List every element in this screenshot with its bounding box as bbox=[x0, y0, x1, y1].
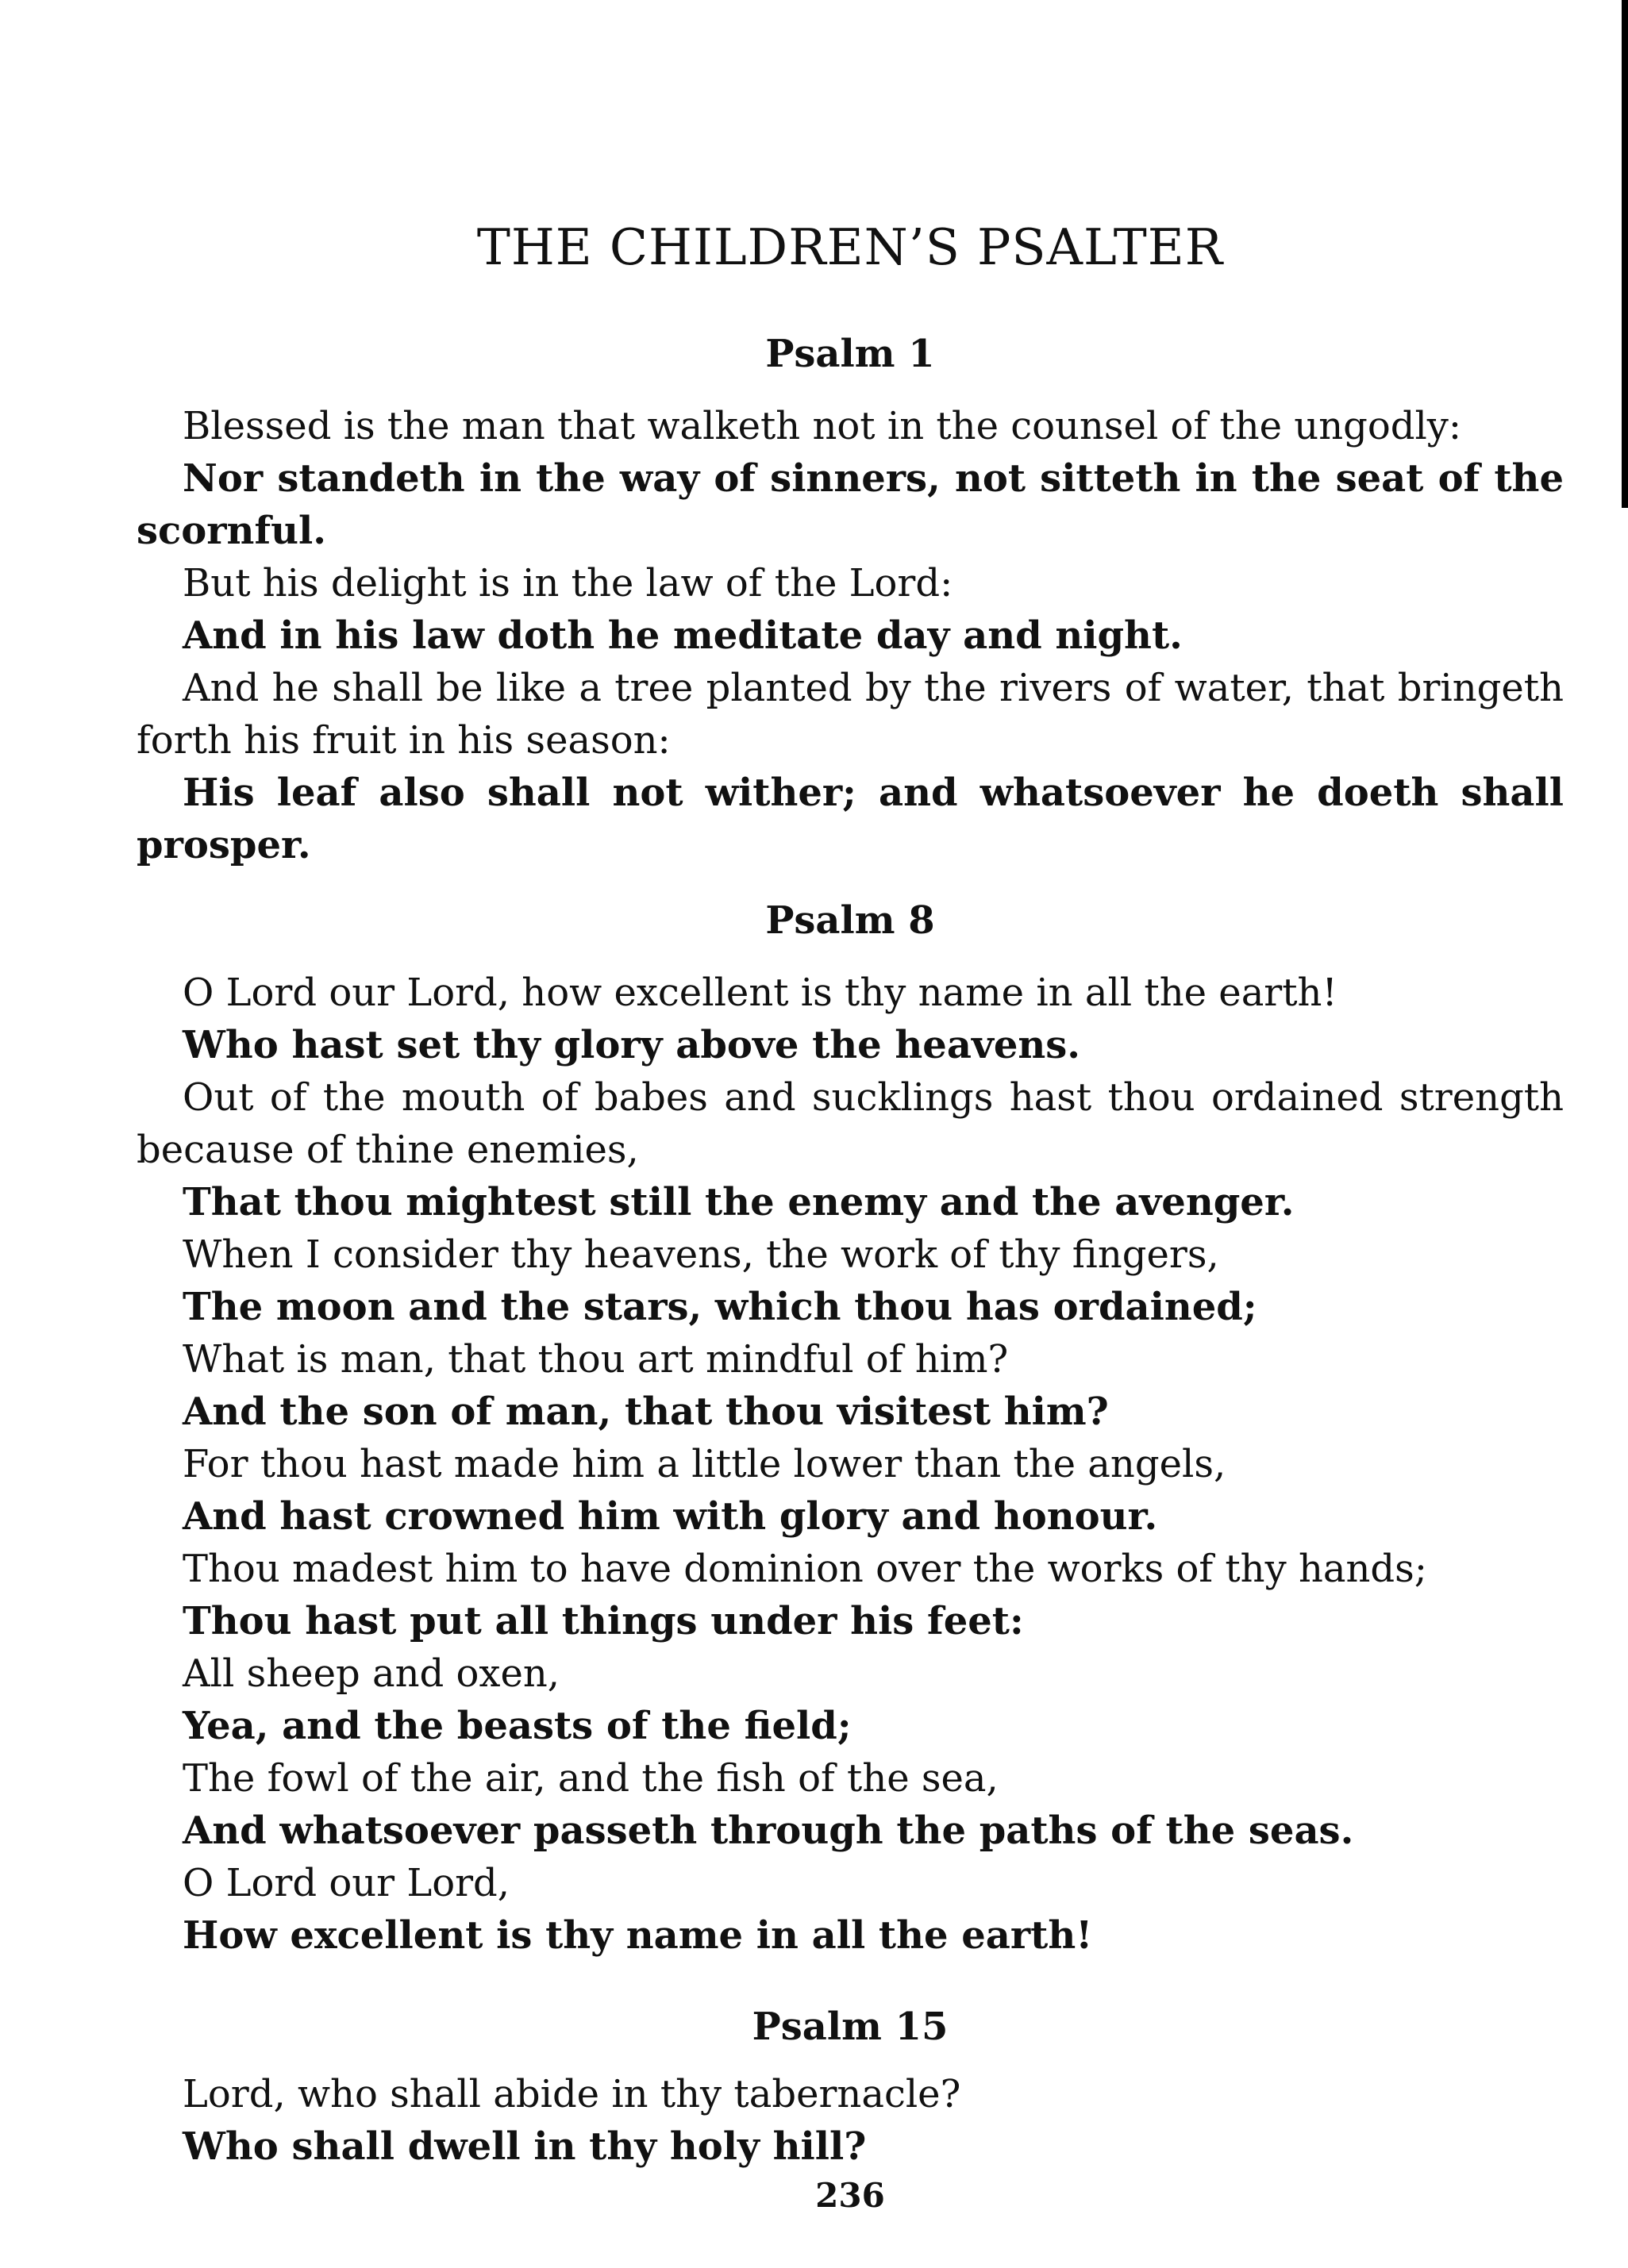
verse-line: Thou madest him to have dominion over the works of thy hands; bbox=[183, 1547, 1427, 1591]
psalm-verses bbox=[137, 967, 1564, 1962]
page-number: 236 bbox=[815, 2176, 885, 2215]
verse-line: Yea, and the beasts of the field; bbox=[183, 1704, 852, 1748]
verse-line: Nor standeth in the way of sinners, not sitteth in the seat of the scornful. bbox=[137, 456, 1564, 553]
psalm-verses bbox=[137, 2068, 1564, 2173]
verse-line: And hast crowned him with glory and honour. bbox=[183, 1494, 1158, 1539]
verse-line: Who hast set thy glory above the heavens. bbox=[183, 1023, 1080, 1067]
verse-line: When I consider thy heavens, the work of thy fingers, bbox=[183, 1232, 1219, 1277]
book-page bbox=[137, 0, 1564, 2268]
verse-line: For thou hast made him a little lower than the angels, bbox=[183, 1442, 1226, 1486]
verse-line: The moon and the stars, which thou has ordained; bbox=[183, 1285, 1257, 1329]
verse-line: Out of the mouth of babes and sucklings hast thou ordained strength because of thine enemies, bbox=[137, 1075, 1564, 1172]
verse-line: Thou hast put all things under his feet: bbox=[183, 1599, 1024, 1643]
verse-line: And he shall be like a tree planted by the rivers of water, that bringeth forth his fruit in his season: bbox=[137, 666, 1564, 763]
verse-line: O Lord our Lord, how excellent is thy name in all the earth! bbox=[183, 971, 1337, 1015]
verse-line: How excellent is thy name in all the earth! bbox=[183, 1913, 1093, 1958]
verse-line: But his delight is in the law of the Lord: bbox=[183, 561, 953, 605]
verse-line: All sheep and oxen, bbox=[183, 1651, 560, 1696]
verse-line: What is man, that thou art mindful of him? bbox=[183, 1337, 1009, 1382]
psalm-verses bbox=[137, 400, 1564, 871]
psalm-heading: Psalm 1 bbox=[765, 332, 935, 376]
verse-line: The fowl of the air, and the fish of the sea, bbox=[183, 1756, 999, 1801]
verse-line: Lord, who shall abide in thy tabernacle? bbox=[183, 2072, 961, 2116]
verse-line: O Lord our Lord, bbox=[183, 1861, 510, 1905]
psalm-heading: Psalm 8 bbox=[765, 898, 935, 943]
verse-line: And in his law doth he meditate day and night. bbox=[183, 613, 1183, 658]
verse-line: And the son of man, that thou visitest him? bbox=[183, 1390, 1109, 1434]
verse-line: Blessed is the man that walketh not in the counsel of the ungodly: bbox=[183, 404, 1462, 448]
verse-line: And whatsoever passeth through the paths of the seas. bbox=[183, 1809, 1354, 1853]
page-title: THE CHILDREN’S PSALTER bbox=[476, 218, 1224, 276]
psalm-heading: Psalm 15 bbox=[752, 2005, 949, 2049]
verse-line: Who shall dwell in thy holy hill? bbox=[183, 2124, 867, 2169]
verse-line: That thou mightest still the enemy and the avenger. bbox=[183, 1180, 1295, 1224]
page-edge-shadow bbox=[1622, 0, 1628, 508]
verse-line: His leaf also shall not wither; and whatsoever he doeth shall prosper. bbox=[137, 771, 1564, 867]
